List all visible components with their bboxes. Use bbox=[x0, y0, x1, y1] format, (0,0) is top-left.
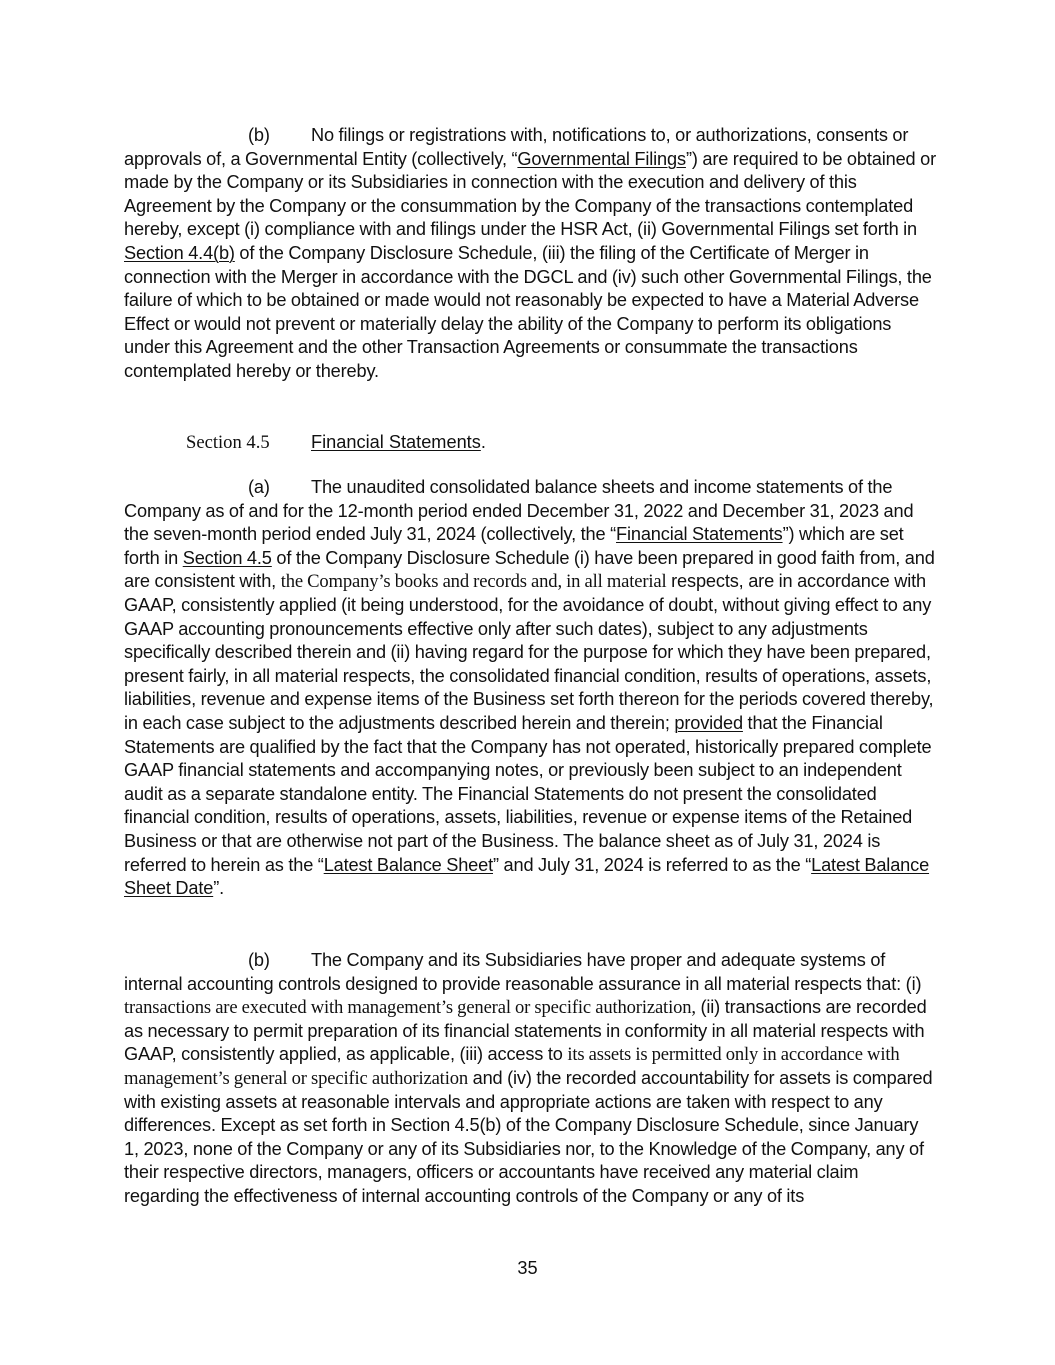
cross-reference-section-4-4-b: Section 4.4(b) bbox=[124, 242, 235, 263]
cross-reference-section-4-5: Section 4.5 bbox=[182, 547, 272, 568]
section-title-period: . bbox=[480, 432, 486, 452]
clause-label: (a) bbox=[248, 477, 270, 497]
paragraph-text: ”) are required to be obtained or made by the Company or its Subsidiaries in connection with the execution and delivery of this Agreement by the Company or the consummation by the Company of the transactions contemplated hereby, except (i) compliance with and filings under the HSR Act, (ii) Governmental Filings set forth in bbox=[124, 148, 936, 240]
paragraph-text: of the Company Disclosure Schedule, (iii) the filing of the Certificate of Merger in connection with the Merger in accordance with the DGCL and (iv) such other Governmental Filings, the failure of which to be obtained or made would not reasonably be expected to have a Material Adverse Effect or would not prevent or materially delay the ability of the Company to perform its obligations under this Agreement and the other Transaction Agreements or consummate the transactions contemplated hereby or thereby. bbox=[124, 242, 932, 381]
paragraph-text-serif: transactions are executed with management’s general or specific authorization, bbox=[124, 997, 696, 1019]
paragraph-text: that the Financial Statements are qualified by the fact that the Company has not operated, historically prepared complete GAAP financial statements and accompanying notes, or previously been subject to an independent audit as a separate standalone entity. The Financial Statements do not present the consolidated financial condition, results of operations, assets, liabilities, revenue or expense items of the Retained Business or that are otherwise not part of the Business. The balance sheet as of July 31, 2024 is referred to herein as the “ bbox=[124, 712, 932, 875]
section-number: Section 4.5 bbox=[186, 432, 270, 453]
paragraph-4-5-a bbox=[124, 476, 936, 901]
paragraph-4-4-b bbox=[124, 124, 936, 384]
paragraph-text-serif: the Company’s books and records and, in all material bbox=[280, 571, 667, 593]
section-heading bbox=[186, 431, 486, 455]
clause-label: (b) bbox=[248, 125, 270, 145]
term-provided: provided bbox=[674, 712, 743, 733]
defined-term-governmental-filings: Governmental Filings bbox=[517, 148, 686, 169]
defined-term-latest-balance-sheet: Latest Balance Sheet bbox=[323, 854, 493, 875]
paragraph-text: (ii) transactions are recorded as necessary to permit preparation of its financial statements in conformity in all material respects with GAAP, consistently applied, as applicable, (iii) access to bbox=[124, 997, 927, 1065]
paragraph-text: The unaudited consolidated balance sheets and income statements of the Company as of and for the 12-month period ended December 31, 2022 and December 31, 2023 and the seven-month period ended July 31, 2024 (collectively, the “ bbox=[124, 477, 914, 545]
paragraph-text: ”) which are set forth in bbox=[124, 524, 904, 568]
paragraph-text: and (iv) the recorded accountability for assets is compared with existing assets at reasonable intervals and appropriate actions are taken with respect to any differences. Except as set forth in Section 4.5(b) of the Company Disclosure Schedule, since January 1, 2023, none of the Company or any of its Subsidiaries nor, to the Knowledge of the Company, any of their respective directors, managers, officers or accountants have received any material claim regarding the effectiveness of internal accounting controls of the Company or any of its bbox=[124, 1067, 933, 1206]
paragraph-4-5-b bbox=[124, 949, 936, 1209]
paragraph-text: ”. bbox=[213, 878, 225, 899]
defined-term-financial-statements: Financial Statements bbox=[616, 524, 783, 545]
page-number: 35 bbox=[517, 1258, 538, 1278]
paragraph-text: of the Company Disclosure Schedule (i) have been prepared in good faith from, and are consistent with, bbox=[124, 547, 935, 592]
clause-label: (b) bbox=[248, 950, 270, 970]
paragraph-text: respects, are in accordance with GAAP, consistently applied (it being understood, for the avoidance of doubt, without giving effect to any GAAP accounting pronouncements effective only after such dates), subject to any adjustments specifically described therein and (ii) having regard for the purpose for which they have been prepared, present fairly, in all material respects, the consolidated financial condition, results of operations, assets, liabilities, revenue and expense items of the Business set forth thereon for the periods covered thereby, in each case subject to the adjustments described herein and therein; bbox=[124, 571, 934, 733]
paragraph-text: ” and July 31, 2024 is referred to as the “ bbox=[493, 854, 812, 875]
paragraph-text: No filings or registrations with, notifications to, or authorizations, consents or approvals of, a Governmental Entity (collectively, “ bbox=[124, 125, 909, 169]
section-title: Financial Statements bbox=[311, 432, 481, 452]
paragraph-text-serif: its assets is permitted only in accordance with management’s general or specific authorization bbox=[124, 1044, 900, 1089]
paragraph-text: The Company and its Subsidiaries have proper and adequate systems of internal accounting controls designed to provide reasonable assurance in all material respects that: (i) bbox=[124, 950, 922, 994]
defined-term-latest-balance-sheet-date: Latest Balance Sheet Date bbox=[124, 854, 930, 899]
